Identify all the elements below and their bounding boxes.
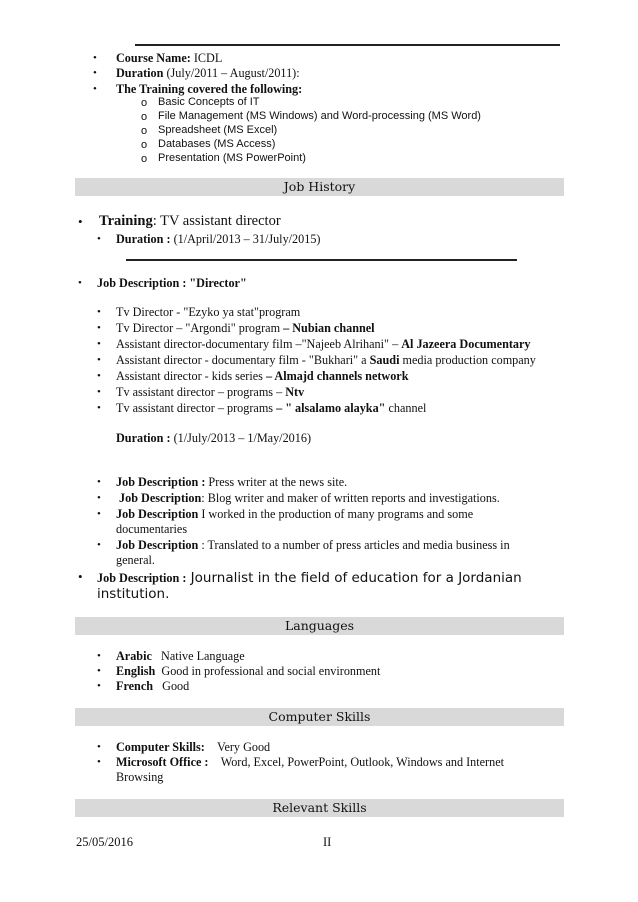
training-covered-label: The Training covered the following: [116,82,303,96]
section-languages: Languages [75,617,564,635]
role-item [116,305,300,320]
role-text: Assistant director - documentary film - "Bukhari" a [116,353,370,367]
bullet: • [78,569,83,584]
role-item [116,321,375,336]
computer-skills-label: Computer Skills: [116,740,205,754]
bullet: • [97,233,101,245]
job-description-text: : Translated to a number of press articles and media business in [198,538,510,552]
duration-1 [116,232,321,247]
job-description-text: Press writer at the news site. [205,475,348,489]
duration-1-value: (1/April/2013 – 31/July/2015) [173,232,321,246]
bullet: • [97,680,101,692]
footer-page-number: II [323,835,332,849]
course-name-label: Course Name: [116,51,191,65]
language-item [116,664,380,679]
role-item [116,337,531,352]
language-name: Arabic [116,649,152,663]
course-name-value: ICDL [193,51,223,65]
section-job-history: Job History [75,178,564,196]
topic-item: Databases (MS Access) [158,138,276,150]
bullet: • [97,386,101,398]
topic-item: Spreadsheet (MS Excel) [158,124,278,136]
bullet: • [97,370,101,382]
topic-item: File Management (MS Windows) and Word-processing (MS Word) [158,110,481,122]
sub-bullet: o [141,153,148,165]
job-description-text-cont: general. [116,553,155,567]
bullet: • [78,214,83,229]
job-description-text: Journalist in the field of education for a Jordanian [186,570,522,586]
topic-item: Basic Concepts of IT [158,96,260,108]
bullet: • [78,277,82,289]
bullet: • [97,338,101,350]
microsoft-office-label: Microsoft Office : [116,755,209,769]
job-description-item [116,475,347,490]
role-bold: Al Jazeera Documentary [401,337,531,351]
role-bold: Saudi [369,353,400,367]
job-description-item [116,538,510,553]
duration-2-value: (1/July/2013 – 1/May/2016) [173,431,312,445]
job-description-item [119,491,500,506]
language-item [116,679,189,694]
language-level: Good [162,679,190,693]
microsoft-office-item [116,755,504,770]
job-description-text: : Blog writer and maker of written reports and investigations. [201,491,500,505]
role-text: Tv Director – "Argondi" program [116,321,284,335]
role-bold: Ntv [285,385,305,399]
training-line [99,213,281,230]
course-duration [116,66,300,81]
job-description-label: Job Description [116,507,199,521]
sub-bullet: o [141,139,148,151]
course-name [116,51,222,66]
role-bold: – Almajd channels network [265,369,409,383]
role-item [116,369,409,384]
bullet: • [97,476,101,488]
footer-date: 25/05/2016 [76,835,133,849]
role-text: Assistant director-documentary film –"Najeeb Alrihani" – [116,337,402,351]
language-name: French [116,679,154,693]
duration-1-label: Duration : [116,232,171,246]
job-description-text-cont: institution. [97,586,170,602]
section-computer-skills: Computer Skills [75,708,564,726]
bullet: • [97,665,101,677]
microsoft-office-value: Word, Excel, PowerPoint, Outlook, Windows and Internet [220,755,504,769]
job-description-label: Job Description [116,538,199,552]
duration-2-label: Duration : [116,431,171,445]
role-item [116,401,426,416]
bullet: • [97,741,101,753]
topic-item: Presentation (MS PowerPoint) [158,152,306,164]
bullet: • [93,67,97,79]
role-text: Tv assistant director – programs – [116,385,286,399]
language-item [116,649,245,664]
top-rule [135,44,560,46]
job-description-item [116,507,473,522]
bullet: • [97,756,101,768]
course-duration-value: (July/2011 – August/2011): [166,66,300,80]
role-bold: – " alsalamo alayka" [276,401,386,415]
training-label: Training [99,213,153,229]
bullet: • [97,322,101,334]
job-description-text: I worked in the production of many programs and some [198,507,474,521]
role-item [116,385,304,400]
role-text-end: channel [385,401,427,415]
sub-bullet: o [141,97,148,109]
role-item [116,353,536,368]
language-level: Native Language [161,649,245,663]
role-text: Tv Director - "Ezyko ya stat"program [116,305,301,319]
bullet: • [97,539,101,551]
role-bold: – Nubian channel [283,321,375,335]
bullet: • [97,354,101,366]
duration-2 [116,431,311,446]
bullet: • [93,83,97,95]
role-text: Tv assistant director – programs [116,401,277,415]
sub-bullet: o [141,125,148,137]
job-description-label: Job Description : [116,475,206,489]
job-description-label: Job Description : [97,571,187,585]
language-level: Good in professional and social environment [161,664,381,678]
section-relevant-skills: Relevant Skills [75,799,564,817]
job-description-director: Job Description : "Director" [97,276,247,290]
training-value: : TV assistant director [152,213,281,229]
job-description-text-cont: documentaries [116,522,188,536]
language-name: English [116,664,156,678]
microsoft-office-value-cont: Browsing [116,770,164,784]
role-text-end: media production company [399,353,536,367]
bullet: • [97,402,101,414]
sub-bullet: o [141,111,148,123]
bullet: • [97,650,101,662]
bullet: • [97,508,101,520]
bullet: • [97,306,101,318]
role-text: Assistant director - kids series [116,369,266,383]
divider-rule [126,259,517,261]
computer-skills-item [116,740,270,755]
job-description-label: Job Description [119,491,202,505]
computer-skills-value: Very Good [217,740,271,754]
bullet: • [97,492,101,504]
bullet: • [93,52,97,64]
course-duration-label: Duration [116,66,164,80]
